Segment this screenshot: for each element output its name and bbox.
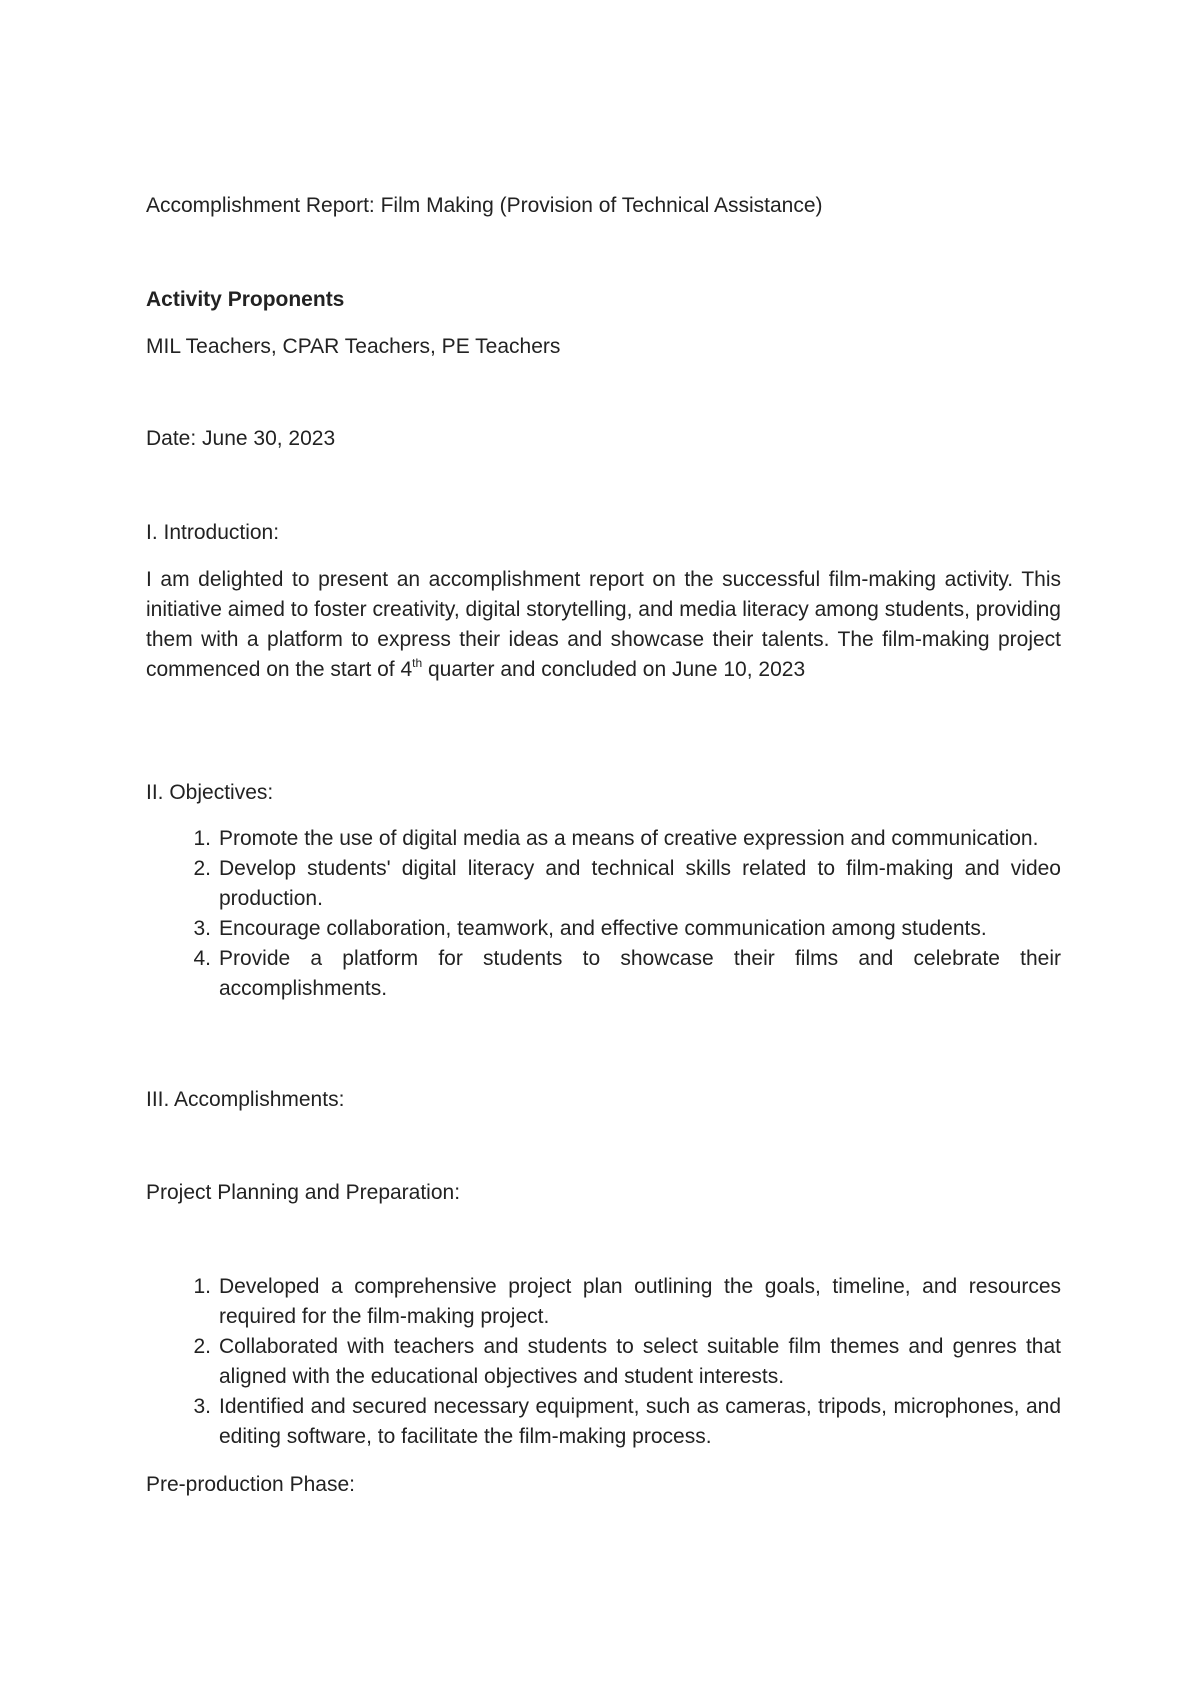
objectives-list [146, 824, 1061, 1004]
list-item-number: 2. [193, 857, 211, 880]
list-item-text: Collaborated with teachers and students to select suitable film themes and genres that aligned with the educational objectives and student interests. [219, 1335, 1061, 1388]
list-item-text: Develop students' digital literacy and technical skills related to film-making and video production. [219, 857, 1061, 910]
objectives-heading: II. Objectives: [146, 781, 274, 804]
list-item-text: Provide a platform for students to showcase their films and celebrate their accomplishments. [219, 947, 1061, 1000]
preproduction-heading: Pre-production Phase: [146, 1473, 355, 1496]
list-item [146, 854, 1061, 914]
report-title: Accomplishment Report: Film Making (Provision of Technical Assistance) [146, 194, 823, 217]
list-item [146, 944, 1061, 1004]
ordinal-suffix: th [412, 656, 423, 670]
introduction-heading: I. Introduction: [146, 521, 280, 544]
proponents-heading: Activity Proponents [146, 288, 345, 311]
list-item-number: 2. [193, 1335, 211, 1358]
list-item-number: 4. [193, 947, 211, 970]
list-item [146, 1332, 1061, 1392]
list-item-text: Promote the use of digital media as a means of creative expression and communication. [219, 827, 1039, 850]
list-item [146, 1392, 1061, 1452]
introduction-paragraph [146, 565, 1061, 685]
list-item [146, 824, 1061, 854]
list-item [146, 1272, 1061, 1332]
introduction-text-part2: quarter and concluded on June 10, 2023 [422, 658, 806, 681]
proponents-list: MIL Teachers, CPAR Teachers, PE Teachers [146, 335, 561, 358]
list-item-text: Encourage collaboration, teamwork, and effective communication among students. [219, 917, 987, 940]
introduction-text-part1: I am delighted to present an accomplishment report on the successful film-making activity. This initiative aimed to foster creativity, digital storytelling, and media literacy among students, providing them with a platform to express their ideas and showcase their talents. The film-making project commenced on the start of 4 [146, 568, 1061, 681]
report-date: Date: June 30, 2023 [146, 427, 336, 450]
list-item [146, 914, 1061, 944]
accomplishments-heading: III. Accomplishments: [146, 1088, 345, 1111]
list-item-number: 3. [193, 1395, 211, 1418]
planning-list [146, 1272, 1061, 1452]
list-item-number: 1. [193, 1275, 211, 1298]
list-item-number: 3. [193, 917, 211, 940]
planning-heading: Project Planning and Preparation: [146, 1181, 461, 1204]
list-item-text: Identified and secured necessary equipment, such as cameras, tripods, microphones, and editing software, to facilitate the film-making process. [219, 1395, 1061, 1448]
list-item-number: 1. [193, 827, 211, 850]
list-item-text: Developed a comprehensive project plan outlining the goals, timeline, and resources required for the film-making project. [219, 1275, 1061, 1328]
